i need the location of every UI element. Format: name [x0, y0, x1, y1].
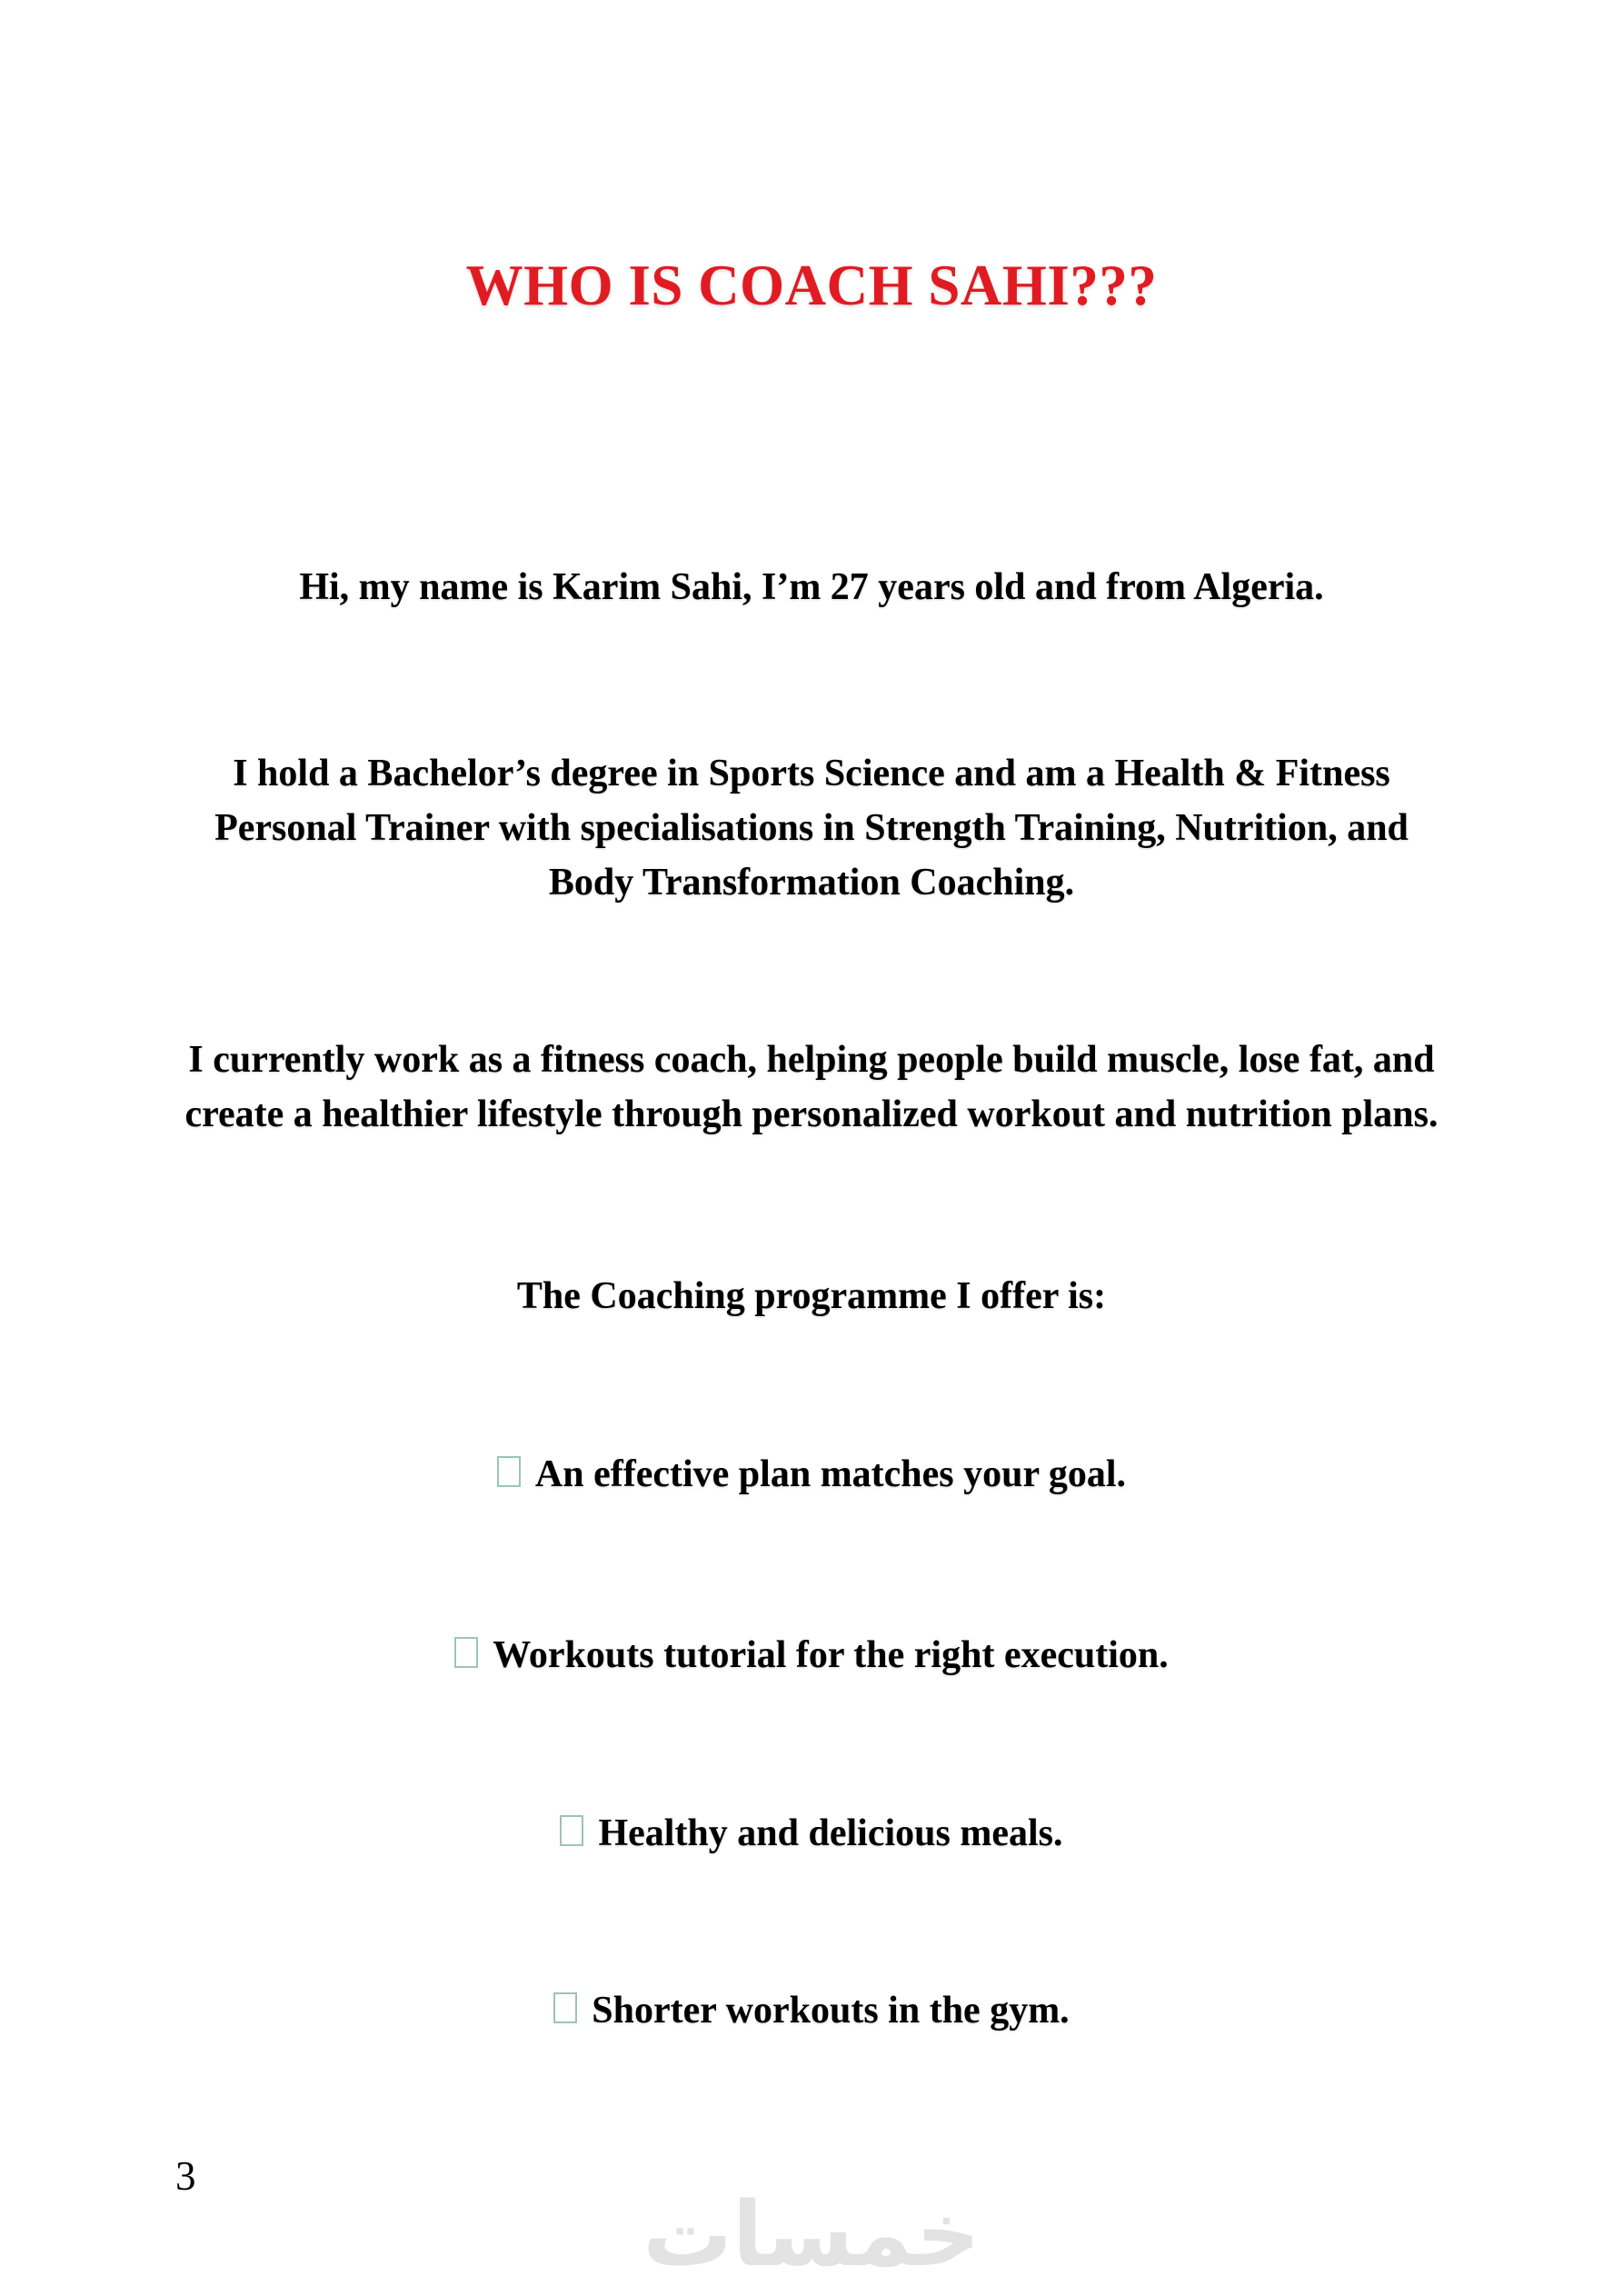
page-title: WHO IS COACH SAHI???: [465, 254, 1158, 317]
degree-line-3: Body Transformation Coaching.: [548, 862, 1075, 903]
khamsat-watermark: خمسات: [642, 2183, 981, 2287]
missing-glyph-box-icon: [560, 1815, 583, 1846]
degree-line-1: I hold a Bachelor’s degree in Sports Science and am a Health & Fitness: [233, 753, 1390, 794]
bullet-text-1: An effective plan matches your goal.: [534, 1453, 1127, 1495]
bullet-item-2: [136, 1628, 1487, 1682]
bullet-item-3: [136, 1806, 1487, 1861]
page-number: 3: [175, 2153, 196, 2199]
missing-glyph-box-icon: [497, 1456, 521, 1487]
work-line-2: create a healthier lifestyle through personalized workout and nutrition plans.: [184, 1093, 1439, 1135]
degree-paragraph: [136, 746, 1487, 910]
bullet-item-1: [136, 1447, 1487, 1502]
missing-glyph-box-icon: [553, 1992, 577, 2023]
work-line-1: I currently work as a fitness coach, helping people build muscle, lose fat, and: [188, 1039, 1435, 1081]
degree-line-2: Personal Trainer with specialisations in Strength Training, Nutrition, and: [214, 807, 1409, 849]
bullet-text-3: Healthy and delicious meals.: [598, 1812, 1063, 1854]
coaching-heading: The Coaching programme I offer is:: [516, 1275, 1107, 1317]
missing-glyph-box-icon: [454, 1637, 478, 1668]
bullet-text-4: Shorter workouts in the gym.: [592, 1990, 1070, 2031]
bullet-text-2: Workouts tutorial for the right execution.: [493, 1634, 1169, 1676]
bullet-item-4: [136, 1983, 1487, 2038]
work-paragraph: [136, 1033, 1487, 1142]
intro-paragraph: Hi, my name is Karim Sahi, I’m 27 years old and from Algeria.: [299, 566, 1324, 608]
